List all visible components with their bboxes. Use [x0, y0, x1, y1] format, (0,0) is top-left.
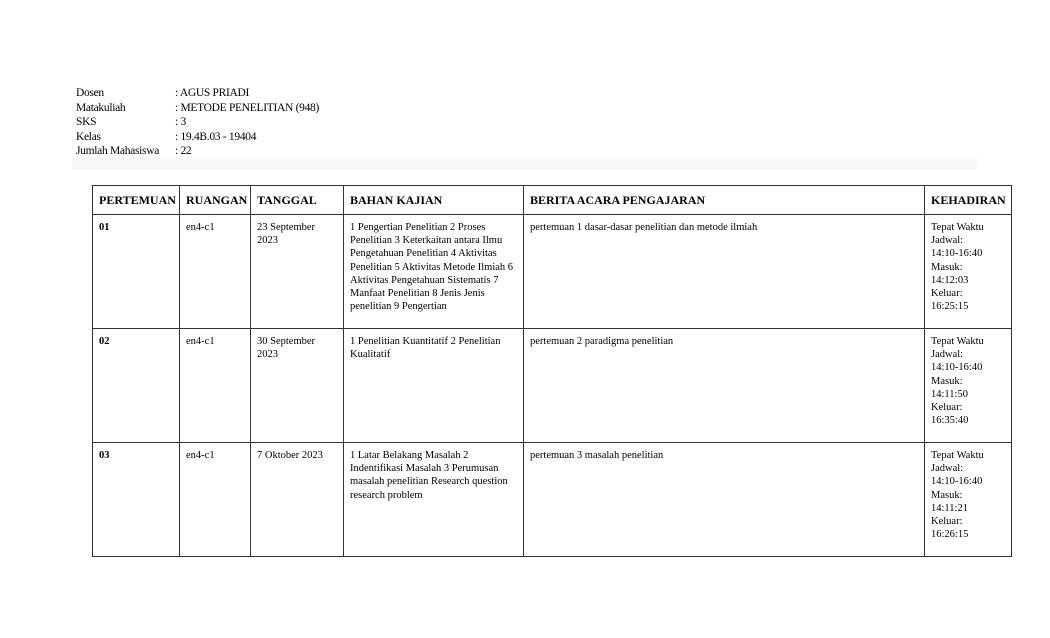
cell-kehadiran	[925, 443, 1012, 557]
kehadiran-keluar: 16:25:15	[931, 301, 969, 313]
cell-bahan-kajian: 1 Penelitian Kuantitatif 2 Penelitian Kualitatif	[344, 329, 524, 443]
matakuliah-label: Matakuliah	[76, 101, 126, 114]
cell-kehadiran	[925, 215, 1012, 329]
kehadiran-jadwal-label: Jadwal:	[931, 235, 964, 247]
matakuliah-value: : METODE PENELITIAN (948)	[175, 101, 319, 114]
kehadiran-masuk-label: Masuk:	[931, 375, 963, 387]
cell-bahan-kajian: 1 Latar Belakang Masalah 2 Indentifikasi Masalah 3 Perumusan masalah penelitian Research question research problem	[344, 443, 524, 557]
kehadiran-masuk: 14:11:50	[931, 388, 968, 400]
kehadiran-jadwal-label: Jadwal:	[931, 463, 964, 475]
cell-kehadiran	[925, 329, 1012, 443]
cell-berita-acara: pertemuan 3 masalah penelitian	[524, 443, 925, 557]
info-row-sks	[76, 115, 319, 130]
cell-tanggal: 23 September 2023	[251, 215, 344, 329]
header-pertemuan: PERTEMUAN	[93, 186, 180, 215]
header-ruangan: RUANGAN	[180, 186, 251, 215]
section-divider	[72, 158, 977, 169]
kelas-label: Kelas	[76, 130, 101, 143]
jumlah-value: : 22	[175, 145, 192, 157]
header-kehadiran: KEHADIRAN	[925, 186, 1012, 215]
table-row	[93, 443, 1012, 557]
kehadiran-keluar-label: Keluar:	[931, 288, 963, 300]
cell-berita-acara: pertemuan 1 dasar-dasar penelitian dan metode ilmiah	[524, 215, 925, 329]
kehadiran-masuk: 14:12:03	[931, 274, 969, 286]
kehadiran-jadwal: 14:10-16:40	[931, 476, 983, 488]
kehadiran-keluar: 16:26:15	[931, 529, 969, 541]
header-tanggal: TANGGAL	[251, 186, 344, 215]
cell-berita-acara: pertemuan 2 paradigma penelitian	[524, 329, 925, 443]
kehadiran-jadwal: 14:10-16:40	[931, 248, 983, 260]
cell-pertemuan: 02	[93, 329, 180, 443]
course-info	[76, 86, 319, 159]
sks-label: SKS	[76, 116, 97, 128]
info-row-kelas	[76, 130, 319, 145]
info-row-dosen	[76, 86, 319, 101]
kehadiran-status: Tepat Waktu	[931, 336, 984, 347]
info-row-matakuliah	[76, 101, 319, 116]
kehadiran-jadwal: 14:10-16:40	[931, 362, 983, 374]
kehadiran-keluar-label: Keluar:	[931, 402, 963, 414]
dosen-value: : AGUS PRIADI	[175, 87, 250, 99]
sks-value: : 3	[175, 116, 186, 128]
cell-tanggal: 7 Oktober 2023	[251, 443, 344, 557]
cell-pertemuan: 03	[93, 443, 180, 557]
dosen-label: Dosen	[76, 87, 104, 99]
attendance-table	[92, 185, 1012, 557]
jumlah-label: Jumlah Mahasiswa	[76, 145, 160, 157]
kehadiran-masuk-label: Masuk:	[931, 489, 963, 501]
cell-pertemuan: 01	[93, 215, 180, 329]
kehadiran-keluar: 16:35:40	[931, 415, 969, 427]
cell-ruangan: en4-c1	[180, 215, 251, 329]
kehadiran-jadwal-label: Jadwal:	[931, 349, 964, 361]
header-bahan-kajian: BAHAN KAJIAN	[344, 186, 524, 215]
cell-bahan-kajian: 1 Pengertian Penelitian 2 Proses Penelitian 3 Keterkaitan antara Ilmu Pengetahuan Penelitian 4 Aktivitas Penelitian 5 Aktivitas Metode Ilmiah 6 Aktivitas Pengetahuan Sistematis 7 Manfaat Penelitian 8 Jenis Jenis penelitian 9 Pengertian	[344, 215, 524, 329]
kelas-value: : 19.4B.03 - 19404	[175, 130, 257, 143]
kehadiran-status: Tepat Waktu	[931, 450, 984, 461]
info-row-jumlah	[76, 144, 319, 159]
kehadiran-keluar-label: Keluar:	[931, 516, 963, 528]
cell-ruangan: en4-c1	[180, 443, 251, 557]
kehadiran-status: Tepat Waktu	[931, 222, 984, 233]
cell-tanggal: 30 September 2023	[251, 329, 344, 443]
header-berita-acara: BERITA ACARA PENGAJARAN	[524, 186, 925, 215]
cell-ruangan: en4-c1	[180, 329, 251, 443]
table-row	[93, 215, 1012, 329]
kehadiran-masuk-label: Masuk:	[931, 261, 963, 273]
table-row	[93, 329, 1012, 443]
table-header-row	[93, 186, 1012, 215]
kehadiran-masuk: 14:11:21	[931, 502, 968, 514]
